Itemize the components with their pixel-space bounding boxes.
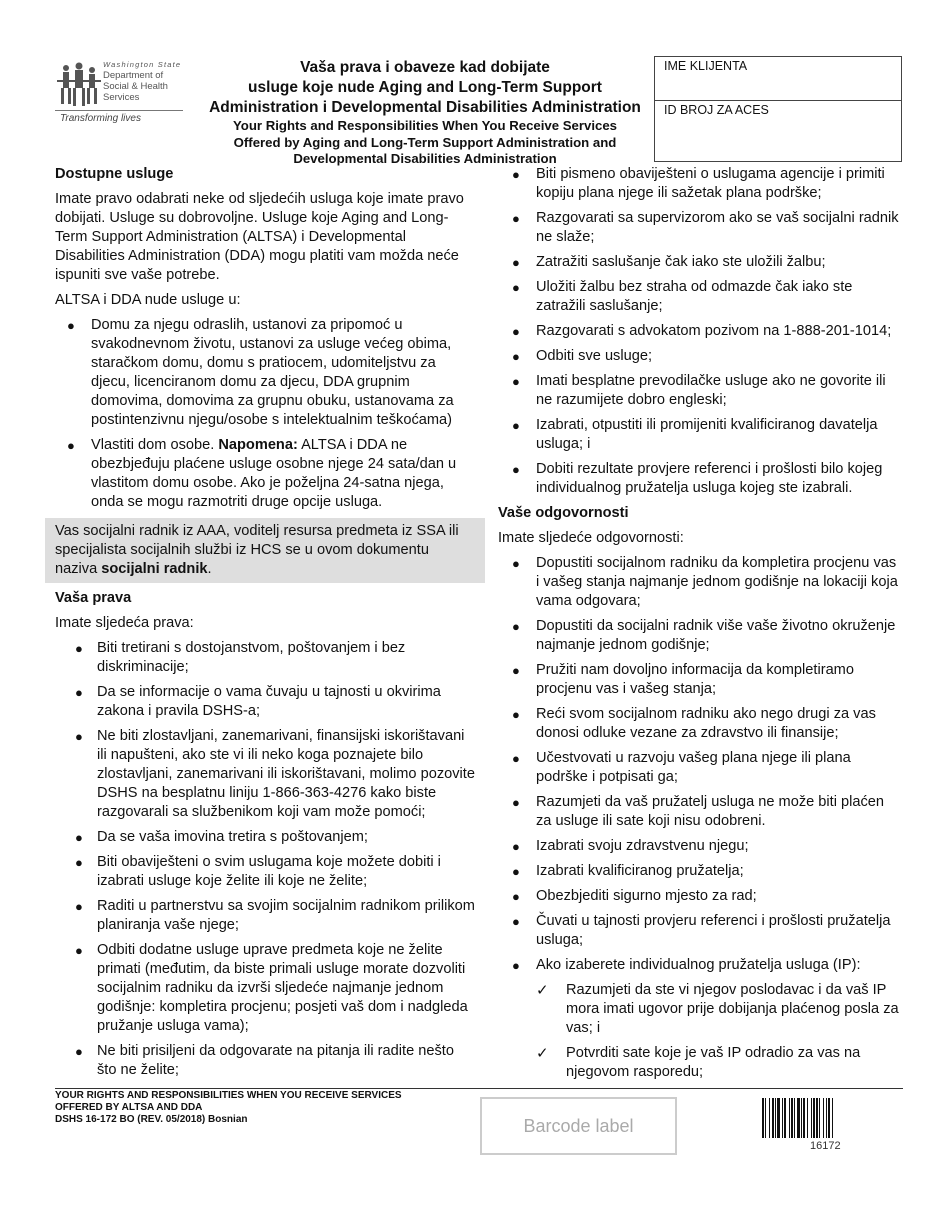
client-name-field[interactable] xyxy=(655,57,901,101)
list-item: ● Odbiti sve usluge; xyxy=(512,348,653,364)
rights-intro: Imate sljedeća prava: xyxy=(55,615,194,631)
list-item: ● Izabrati, otpustiti ili promijeniti kvalificiranog davatelja usluga; i xyxy=(512,417,878,452)
list-item: ● Ne biti zlostavljani, zanemarivani, finansijski iskorištavani ili napušteni, ako ste vi ili neko koga poznajete bilo zlostavljani, zanemarivani ili iskorištavani, molimo pozovite DSHS na besplatnu liniju 1-866-363-4276 kako biste razgovarali sa službenikom koji vam može pomoći; xyxy=(75,728,475,820)
barcode-bar xyxy=(791,1098,793,1138)
list-item: ● Imati besplatne prevodilačke usluge ako ne govorite ili ne razumijete dobro engleski; xyxy=(512,373,886,408)
barcode-bar xyxy=(811,1098,812,1138)
rights-list xyxy=(55,639,475,1080)
list-item: ● Izabrati svoju zdravstvenu njegu; xyxy=(512,838,749,854)
barcode-bar xyxy=(801,1098,802,1138)
form-footer xyxy=(55,1090,475,1126)
title-bs-2: usluge koje nude Aging and Long-Term Support xyxy=(248,79,602,96)
logo-divider xyxy=(55,110,183,111)
list-item: ● Ako izaberete individualnog pružatelja usluga (IP): xyxy=(512,957,861,973)
footer-line-1: YOUR RIGHTS AND RESPONSIBILITIES WHEN YOU RECEIVE SERVICES xyxy=(55,1090,402,1101)
barcode-icon xyxy=(762,1098,894,1138)
list-item: ● Razgovarati s advokatom pozivom na 1-888-201-1014; xyxy=(512,323,892,339)
barcode-bar xyxy=(807,1098,808,1138)
barcode-bar xyxy=(794,1098,795,1138)
barcode-label-box: Barcode label xyxy=(480,1097,677,1155)
footer-line-2: OFFERED BY ALTSA AND DDA xyxy=(55,1102,203,1113)
ip-checklist xyxy=(498,981,903,1082)
title-en-3: Developmental Disabilities Administration xyxy=(293,151,557,166)
list-item: ● Razumjeti da vaš pružatelj usluga ne može biti plaćen za usluge ili sate koji nisu odobreni. xyxy=(512,794,885,829)
form-number: DSHS 16-172 BO (REV. 05/2018) Bosnian xyxy=(55,1114,248,1125)
barcode-bar xyxy=(797,1098,800,1138)
barcode-bar xyxy=(826,1098,827,1138)
footer-divider xyxy=(55,1088,903,1089)
list-item: ● Da se informacije o vama čuvaju u tajnosti u okvirima zakona i pravila DSHS-a; xyxy=(75,684,441,719)
barcode-bar xyxy=(782,1098,783,1138)
list-item: ● Dopustiti socijalnom radniku da kompletira procjenu vas i vašeg stanja najmanje jednom godišnje na lokaciji koja vama odgovara; xyxy=(512,555,898,609)
logo-department: Department of Social & Health Services xyxy=(103,70,168,103)
logo-state: Washington State xyxy=(103,60,182,69)
list-item: ● Uložiti žalbu bez straha od odmazde čak iako ste zatražili saslušanje; xyxy=(512,279,853,314)
list-item: ● Domu za njegu odraslih, ustanovi za pripomoć u svakodnevnom životu, ustanovi za usluge većeg obima, staračkom domu, domu s pratiocem, udomiteljstvu za djecu, licenciranom domu za djecu, DDA grupnim domovima, domovima za grupnu obuku, ustanovama za postintenzivnu njegu/osobe s intelektualnim teškoćama) xyxy=(67,317,454,428)
check-item: ✓ Razumjeti da ste vi njegov poslodavac i da vaš IP mora imati ugovor prije dobijanja plaćenog posla za vas; i xyxy=(536,982,899,1036)
responsibilities-list xyxy=(498,554,903,975)
list-item: ● Odbiti dodatne usluge uprave predmeta koje ne želite primati (međutim, da biste primali usluge morate dozvoliti socijalnim radniku da izvrši sljedeće najmanje jednom godišnje: kompletira procjenu; posjeti vaš dom i nadgleda pružanje usluga vama); xyxy=(75,942,468,1034)
barcode-bar xyxy=(777,1098,780,1138)
title-en-2: Offered by Aging and Long-Term Support Administration and xyxy=(233,134,617,150)
barcode-bar xyxy=(803,1098,805,1138)
title-bs-1: Vaša prava i obaveze kad dobijate xyxy=(300,59,550,76)
barcode-bar xyxy=(789,1098,790,1138)
list-item: ● Ne biti prisiljeni da odgovarate na pitanja ili radite nešto što ne želite; xyxy=(75,1043,454,1078)
list-item: ● Vlastiti dom osobe. Napomena: ALTSA i DDA ne obezbjeđuju plaćene usluge osobne njege 24 sata/dan u vlastitom domu osobe. Ako je poželjna 24-satna njega, onda se mogu razmotriti druge opcije usluga. xyxy=(67,437,457,510)
client-name-label: IME KLIJENTA xyxy=(664,59,748,73)
barcode-bar xyxy=(765,1098,766,1138)
aces-id-label: ID BROJ ZA ACES xyxy=(664,103,769,117)
list-item: ● Biti tretirani s dostojanstvom, poštovanjem i bez diskriminacije; xyxy=(75,640,406,675)
logo-tagline: Transforming lives xyxy=(60,113,141,124)
title-bs-3: Administration i Developmental Disabilities Administration xyxy=(209,99,641,116)
list-item: ● Pružiti nam dovoljno informacija da kompletiramo procjenu vas i vašeg stanja; xyxy=(512,662,854,697)
services-list xyxy=(55,316,475,512)
client-info-box xyxy=(654,56,902,162)
rights-heading: Vaša prava xyxy=(55,590,132,606)
title-en-1: Your Rights and Responsibilities When You Receive Services xyxy=(232,118,617,133)
list-item: ● Dopustiti da socijalni radnik više vaše životno okruženje najmanje jednom godišnje; xyxy=(512,618,896,653)
barcode-bar xyxy=(762,1098,764,1138)
rights-list-continued xyxy=(498,165,903,498)
dshs-logo xyxy=(55,58,185,128)
list-item: ● Raditi u partnerstvu sa svojim socijalnim radnikom prilikom planiranja vaše njege; xyxy=(75,898,475,933)
list-item: ● Biti obaviješteni o svim uslugama koje možete dobiti i izabrati usluge koje želite ili koje ne želite; xyxy=(75,854,441,889)
list-item: ● Biti pismeno obaviješteni o uslugama agencije i primiti kopiju plana njege ili sažetak plana podrške; xyxy=(512,166,885,201)
responsibilities-intro: Imate sljedeće odgovornosti: xyxy=(498,530,684,546)
services-offer: ALTSA i DDA nude usluge u: xyxy=(55,292,241,308)
social-worker-note: Vas socijalni radnik iz AAA, voditelj resursa predmeta iz SSA ili specijalista socijalnih službi iz HCS se u ovom dokumentu naziva socijalni radnik. xyxy=(45,518,485,583)
barcode-bar xyxy=(816,1098,818,1138)
page-title xyxy=(200,58,650,168)
list-item: ● Učestvovati u razvoju vašeg plana njege ili plana podrške i potpisati ga; xyxy=(512,750,851,785)
list-item: ● Razgovarati sa supervizorom ako se vaš socijalni radnik ne slaže; xyxy=(512,210,899,245)
barcode-bar xyxy=(775,1098,776,1138)
list-item: ● Dobiti rezultate provjere referenci i prošlosti bilo kojeg individualnog pružatelja usluga kojeg ste izabrali. xyxy=(512,461,883,496)
barcode-bar xyxy=(813,1098,815,1138)
aces-id-field[interactable] xyxy=(655,101,901,161)
barcode-bar xyxy=(823,1098,824,1138)
barcode-number: 16172 xyxy=(810,1140,841,1152)
dshs-figures-icon xyxy=(57,60,101,108)
list-item: ● Čuvati u tajnosti provjeru referenci i prošlosti pružatelja usluga; xyxy=(512,913,891,948)
check-item: ✓ Potvrditi sate koje je vaš IP odradio za vas na njegovom rasporedu; xyxy=(536,1045,861,1080)
list-item: ● Da se vaša imovina tretira s poštovanjem; xyxy=(75,829,368,845)
services-intro: Imate pravo odabrati neke od sljedećih usluga koje imate pravo dobijati. Usluge su dobrovoljne. Usluge koje Aging and Long-Term Support Administration (ALTSA) i Developmental Disabilities Administration (DDA) mogu platiti vam možda neće ispuniti sve vaše potrebe. xyxy=(55,191,464,283)
barcode-bar xyxy=(819,1098,820,1138)
barcode-bar xyxy=(784,1098,786,1138)
responsibilities-heading: Vaše odgovornosti xyxy=(498,505,629,521)
barcode-bar xyxy=(828,1098,830,1138)
checkmark-icon: ✓ xyxy=(536,1045,549,1062)
list-item: ● Zatražiti saslušanje čak iako ste uložili žalbu; xyxy=(512,254,826,270)
right-column xyxy=(498,165,903,1088)
list-item: ● Reći svom socijalnom radniku ako nego drugi za vas donosi odluke vezane za zdravstvo ili finansije; xyxy=(512,706,876,741)
list-item: ● Izabrati kvalificiranog pružatelja; xyxy=(512,863,744,879)
barcode-bar xyxy=(772,1098,774,1138)
left-column xyxy=(55,165,475,1086)
barcode-bar xyxy=(832,1098,833,1138)
list-item: ● Obezbjediti sigurno mjesto za rad; xyxy=(512,888,757,904)
checkmark-icon: ✓ xyxy=(536,982,549,999)
barcode-bar xyxy=(769,1098,770,1138)
services-heading: Dostupne usluge xyxy=(55,166,174,182)
